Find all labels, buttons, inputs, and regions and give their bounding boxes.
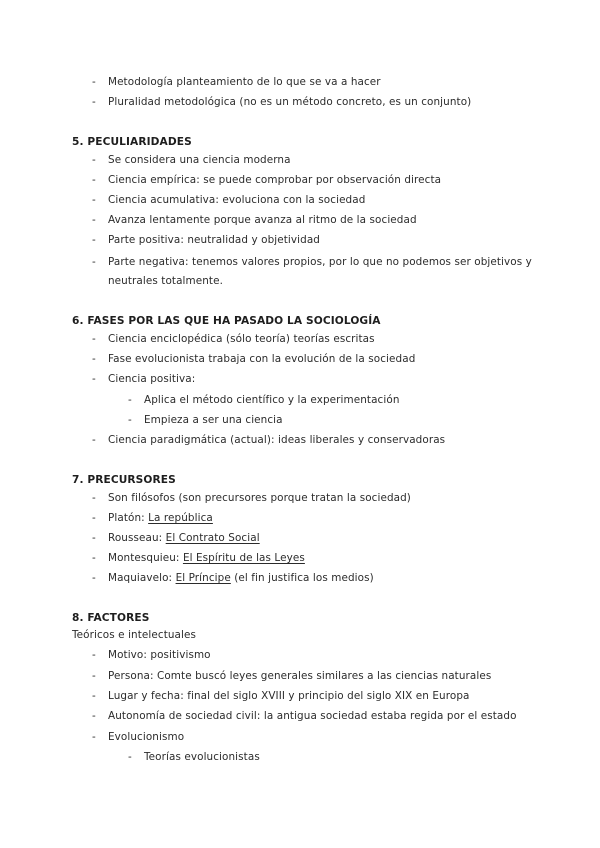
work-title: El Espíritu de las Leyes [182, 552, 305, 564]
bullet-dash: - [128, 751, 132, 763]
list-item-precursor [108, 531, 260, 545]
section-heading: 6. FASES POR LAS QUE HA PASADO LA SOCIOLOGÍA [72, 315, 381, 327]
list-item: Parte positiva: neutralidad y objetividad [108, 234, 320, 246]
list-item: Persona: Comte buscó leyes generales similares a las ciencias naturales [108, 670, 492, 682]
bullet-dash: - [92, 649, 96, 661]
bullet-dash: - [92, 552, 96, 564]
bullet-dash: - [128, 414, 132, 426]
bullet-dash: - [92, 76, 96, 88]
work-title: La república [148, 512, 213, 524]
work-title: El Contrato Social [165, 532, 260, 544]
bullet-dash: - [92, 670, 96, 682]
bullet-dash: - [92, 690, 96, 702]
list-item: Evolucionismo [108, 731, 185, 743]
list-item: Fase evolucionista trabaja con la evolución de la sociedad [108, 353, 416, 365]
sub-list-item: Aplica el método científico y la experimentación [144, 394, 400, 406]
bullet-dash: - [92, 96, 96, 108]
list-item: Ciencia paradigmática (actual): ideas liberales y conservadoras [108, 434, 446, 446]
list-item: Ciencia positiva: [108, 373, 196, 385]
bullet-dash: - [92, 154, 96, 166]
author-name: Platón: [108, 512, 149, 524]
sub-list-item: Empieza a ser una ciencia [144, 414, 283, 426]
bullet-dash: - [128, 394, 132, 406]
list-item: Avanza lentamente porque avanza al ritmo de la sociedad [108, 214, 417, 226]
bullet-dash: - [92, 492, 96, 504]
list-item: Son filósofos (son precursores porque tratan la sociedad) [108, 492, 411, 504]
list-item: Ciencia empírica: se puede comprobar por observación directa [108, 174, 442, 186]
section-heading: 7. PRECURSORES [72, 474, 176, 486]
bullet-dash: - [92, 434, 96, 446]
list-item-precursor [108, 551, 305, 565]
list-item: Pluralidad metodológica (no es un método concreto, es un conjunto) [108, 96, 472, 108]
list-item: Parte negativa: tenemos valores propios, por lo que no podemos ser objetivos y [108, 256, 532, 268]
list-item: Lugar y fecha: final del siglo XVIII y principio del siglo XIX en Europa [108, 690, 470, 702]
section-heading: 8. FACTORES [72, 612, 150, 624]
author-name: Maquiavelo: [108, 572, 176, 584]
list-item: Ciencia enciclopédica (sólo teoría) teorías escritas [108, 333, 375, 345]
bullet-dash: - [92, 256, 96, 268]
bullet-dash: - [92, 731, 96, 743]
bullet-dash: - [92, 333, 96, 345]
work-title: El Príncipe [175, 572, 231, 584]
list-item: Ciencia acumulativa: evoluciona con la sociedad [108, 194, 366, 206]
list-item-precursor [108, 571, 374, 585]
list-item-precursor [108, 511, 213, 525]
bullet-dash: - [92, 194, 96, 206]
author-name: Rousseau: [108, 532, 166, 544]
bullet-dash: - [92, 214, 96, 226]
list-item: Motivo: positivismo [108, 649, 211, 661]
list-item-continuation: neutrales totalmente. [108, 275, 224, 287]
bullet-dash: - [92, 353, 96, 365]
bullet-dash: - [92, 710, 96, 722]
bullet-dash: - [92, 373, 96, 385]
work-note: (el fin justifica los medios) [230, 572, 374, 584]
bullet-dash: - [92, 234, 96, 246]
bullet-dash: - [92, 572, 96, 584]
section-heading: 5. PECULIARIDADES [72, 136, 192, 148]
list-item: Autonomía de sociedad civil: la antigua sociedad estaba regida por el estado [108, 710, 517, 722]
section-subtitle: Teóricos e intelectuales [72, 629, 197, 641]
author-name: Montesquieu: [108, 552, 183, 564]
bullet-dash: - [92, 174, 96, 186]
list-item: Se considera una ciencia moderna [108, 154, 291, 166]
list-item: Metodología planteamiento de lo que se va a hacer [108, 76, 381, 88]
bullet-dash: - [92, 512, 96, 524]
bullet-dash: - [92, 532, 96, 544]
sub-list-item: Teorías evolucionistas [144, 751, 260, 763]
